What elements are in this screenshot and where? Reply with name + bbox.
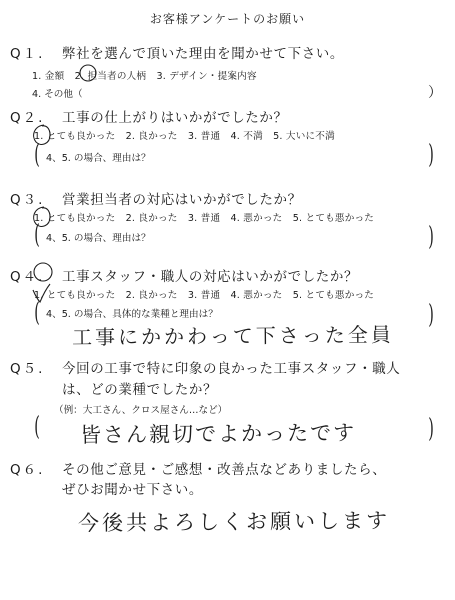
question-6-number: Q６. [10,462,45,478]
q4-reason-label: 4、5. の場合、具体的な業種と理由は？ [46,309,218,320]
q3-reason-open-paren: ( [34,220,40,250]
q4-option-3[interactable]: 3. 普通 [187,290,221,301]
q4-option-4[interactable]: 4. 悪かった [230,290,283,301]
q1-option-2[interactable]: 2. 担当者の人柄 [74,71,147,82]
question-6 [10,458,386,478]
question-4 [10,265,358,285]
q2-reason-label: 4、5. の場合、理由は？ [46,153,151,164]
q4-option-1[interactable]: 1. とても良かった [34,290,116,301]
q2-option-3[interactable]: 3. 普通 [187,131,221,142]
q2-option-5[interactable]: 5. 大いに不満 [273,131,335,142]
q1-option-3[interactable]: 3. デザイン・提案内容 [156,71,257,82]
question-5-number: Q５. [10,361,45,377]
q4-reason-open-paren: ( [34,298,40,328]
q1-option-1[interactable]: 1. 金額 [32,71,65,82]
question-3-number: Q３. [10,192,45,208]
q3-option-5[interactable]: 5. とても悪かった [292,213,375,224]
q4-option-2[interactable]: 2. 良かった [125,290,178,301]
question-5-text-line1: 今回の工事で特に印象の良かった工事スタッフ・職人 [62,361,401,377]
question-1-text: 弊社を選んで頂いた理由を聞かせて下さい。 [62,46,344,62]
q4-handwritten-answer: 工事にかかわって下さった全員 [71,322,394,350]
q3-option-1[interactable]: 1. とても良かった [34,213,116,224]
question-1-options [32,68,264,82]
q1-other-label: 4. その他（ [32,89,83,100]
q2-option-2[interactable]: 2. 良かった [125,131,178,142]
question-3-text: 営業担当者の対応はいかがでしたか？ [62,192,302,208]
q4-reason-close-paren: ) [428,300,434,330]
q5-answer-open-paren: ( [34,412,40,442]
q2-option-4[interactable]: 4. 不満 [230,131,263,142]
question-4-text: 工事スタッフ・職人の対応はいかがでしたか？ [62,269,359,285]
question-1-number: Q１. [10,46,45,62]
question-2 [10,106,288,126]
survey-title: お客様アンケートのお願い [149,12,306,26]
q3-option-4[interactable]: 4. 悪かった [230,213,283,224]
question-4-number: Q４. [10,269,45,285]
question-6-text-line1: その他ご意見・ご感想・改善点などありましたら、 [62,462,387,478]
q3-option-3[interactable]: 3. 普通 [187,213,221,224]
q3-reason-close-paren: ) [428,222,434,252]
q5-example: （例：大工さん、クロス屋さん…など） [54,405,228,416]
q3-reason-label: 4、5. の場合、理由は？ [46,233,151,244]
question-2-options [34,128,342,142]
q6-handwritten-answer: 今後共よろしくお願いします [77,508,391,536]
question-6-line2: ぜひお聞かせ下さい。 [62,482,203,498]
q2-reason-close-paren: ) [428,140,434,170]
question-2-text: 工事の仕上がりはいかがでしたか？ [62,110,288,126]
question-2-number: Q２. [10,110,45,126]
q3-option-2[interactable]: 2. 良かった [125,213,178,224]
question-3 [10,188,302,208]
question-5-line2: は、どの業種でしたか？ [62,382,218,398]
question-5 [10,357,400,377]
q5-answer-close-paren: ) [428,414,434,444]
q2-reason-open-paren: ( [34,140,40,170]
q5-handwritten-answer: 皆さん親切でよかったです [79,420,357,448]
q1-other-close-paren: ） [428,85,442,101]
q4-option-5[interactable]: 5. とても悪かった [292,290,375,301]
q2-option-1[interactable]: 1. とても良かった [34,131,116,142]
question-3-options [34,210,381,224]
question-1 [10,42,344,62]
question-4-options [34,287,381,301]
